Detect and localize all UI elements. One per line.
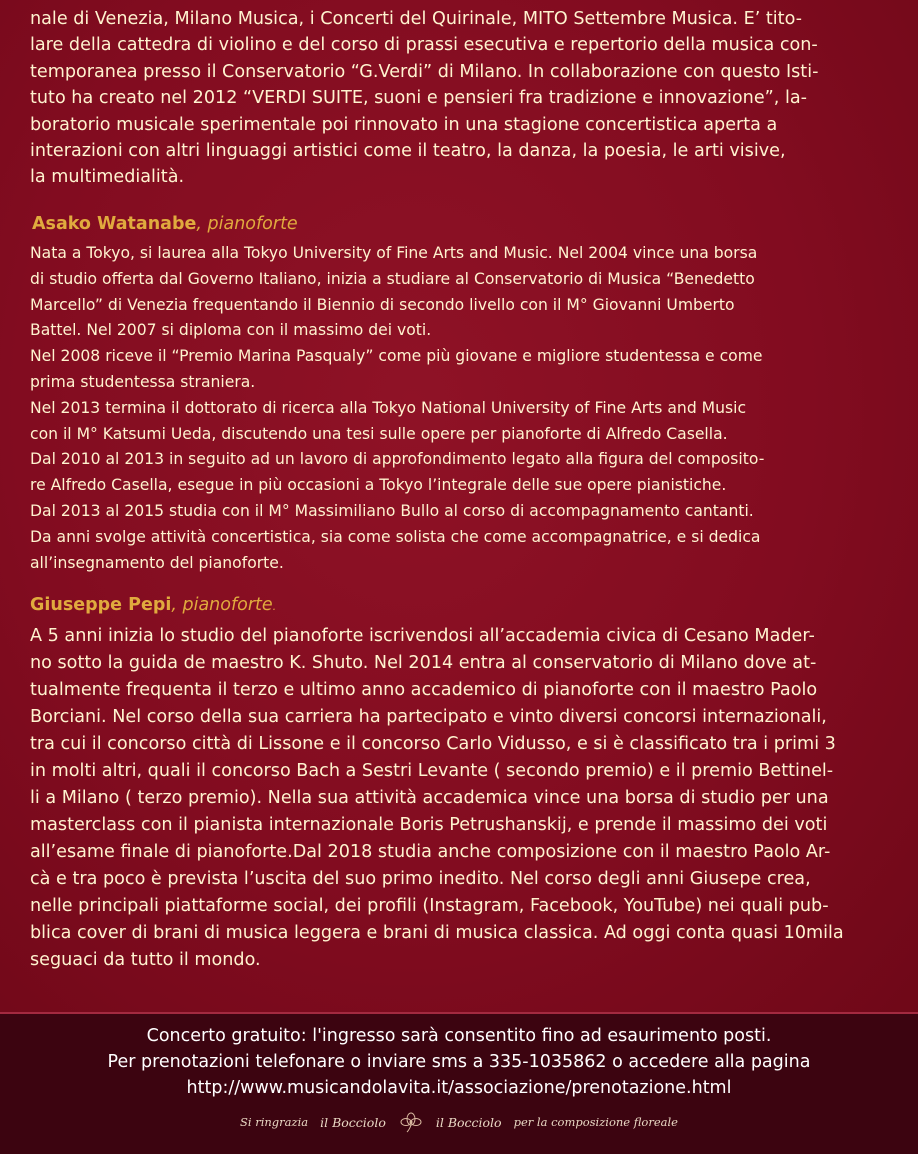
bio-paragraph-watanabe — [30, 241, 890, 576]
free-concert-notice: Concerto gratuito: l'ingresso sarà consentito fino ad esaurimento posti. — [146, 1026, 772, 1046]
text-line: Dal 2013 al 2015 studia con il M° Massimiliano Bullo al corso di accompagnamento cantanti. — [30, 501, 754, 520]
heading-dot: . — [272, 600, 277, 613]
text-line: tuto ha creato nel 2012 “VERDI SUITE, suoni e pensieri fra tradizione e innovazione”, la- — [30, 88, 807, 109]
text-line: all’insegnamento del pianoforte. — [30, 553, 284, 572]
text-line: li a Milano ( terzo premio). Nella sua attività accademica vince una borsa di studio per una — [30, 788, 829, 808]
text-line: all’esame finale di pianoforte.Dal 2018 studia anche composizione con il maestro Paolo Ar- — [30, 842, 831, 862]
text-line: Nel 2013 termina il dottorato di ricerca alla Tokyo National University of Fine Arts and Music — [30, 398, 747, 417]
performer-name: Asako Watanabe — [32, 214, 197, 234]
flower-logo-icon — [398, 1111, 424, 1133]
text-line: blica cover di brani di musica leggera e brani di musica classica. Ad oggi conta quasi 10mila — [30, 923, 844, 943]
sponsor-brand: il Bocciolo — [435, 1114, 502, 1130]
performer-instrument: , pianoforte — [196, 214, 298, 234]
text-line: Marcello” di Venezia frequentando il Biennio di secondo livello con il M° Giovanni Umberto — [30, 295, 735, 314]
booking-instructions: Per prenotazioni telefonare o inviare sms a 335-1035862 o accedere alla pagina — [107, 1052, 811, 1072]
text-line: Dal 2010 al 2013 in seguito ad un lavoro di approfondimento legato alla figura del composito- — [30, 450, 765, 469]
text-line: Borciani. Nel corso della sua carriera ha partecipato e vinto diversi concorsi internazionali, — [30, 707, 827, 727]
text-line: re Alfredo Casella, esegue in più occasioni a Tokyo l’integrale delle sue opere pianistiche. — [30, 476, 727, 495]
text-line: prima studentessa straniera. — [30, 372, 256, 391]
intro-paragraph — [30, 6, 905, 191]
text-line: nelle principali piattaforme social, dei profili (Instagram, Facebook, YouTube) nei quali pub- — [30, 896, 829, 916]
text-line: interazioni con altri linguaggi artistici come il teatro, la danza, la poesia, le arti visive, — [30, 141, 786, 162]
text-line: temporanea presso il Conservatorio “G.Verdi” di Milano. In collaborazione con questo Isti- — [30, 61, 819, 82]
footer-info-bar — [0, 1012, 918, 1154]
text-line: di studio offerta dal Governo Italiano, inizia a studiare al Conservatorio di Musica “Benedetto — [30, 269, 755, 288]
text-line: lare della cattedra di violino e del corso di prassi esecutiva e repertorio della musica con- — [30, 35, 818, 56]
text-line: in molti altri, quali il concorso Bach a Sestri Levante ( secondo premio) e il premio Bettinel- — [30, 761, 834, 781]
sponsor-brand: il Bocciolo — [320, 1114, 386, 1130]
text-line: nale di Venezia, Milano Musica, i Concerti del Quirinale, MITO Settembre Musica. E’ tito- — [30, 9, 803, 29]
bio-paragraph-pepi — [30, 623, 905, 974]
text-line: la multimedialità. — [30, 167, 185, 188]
bio-heading-pepi — [30, 595, 276, 615]
text-line: cà e tra poco è prevista l’uscita del suo primo inedito. Nel corso degli anni Giusepe crea, — [30, 869, 811, 889]
text-line: boratorio musicale sperimentale poi rinnovato in una stagione concertistica aperta a — [30, 114, 778, 135]
text-line: Nel 2008 riceve il “Premio Marina Pasqualy” come più giovane e migliore studentessa e come — [30, 347, 763, 366]
text-line: tualmente frequenta il terzo e ultimo anno accademico di pianoforte con il maestro Paolo — [30, 680, 818, 700]
text-line: seguaci da tutto il mondo. — [30, 950, 261, 970]
text-line: masterclass con il pianista internazionale Boris Petrushanskij, e prende il massimo dei voti — [30, 815, 828, 835]
text-line: Da anni svolge attività concertistica, sia come solista che come accompagnatrice, e si dedica — [30, 527, 761, 546]
sponsor-thanks — [0, 1111, 918, 1133]
text-line: Battel. Nel 2007 si diploma con il massimo dei voti. — [30, 321, 432, 340]
thanks-label: Si ringrazia — [240, 1115, 309, 1129]
performer-instrument: , pianoforte — [171, 595, 273, 615]
booking-url[interactable]: http://www.musicandolavita.it/associazione/prenotazione.html — [186, 1078, 732, 1098]
text-line: Nata a Tokyo, si laurea alla Tokyo University of Fine Arts and Music. Nel 2004 vince una borsa — [30, 244, 758, 262]
performer-name: Giuseppe Pepi — [30, 595, 172, 615]
thanks-tail: per la composizione floreale — [513, 1115, 678, 1129]
text-line: con il M° Katsumi Ueda, discutendo una tesi sulle opere per pianoforte di Alfredo Casella. — [30, 424, 728, 443]
text-line: A 5 anni inizia lo studio del pianoforte iscrivendosi all’accademia civica di Cesano Mader- — [30, 626, 815, 646]
bio-heading-watanabe — [32, 214, 298, 234]
text-line: tra cui il concorso città di Lissone e il concorso Carlo Vidusso, e si è classificato tra i primi 3 — [30, 734, 836, 754]
text-line: no sotto la guida de maestro K. Shuto. Nel 2014 entra al conservatorio di Milano dove at- — [30, 653, 817, 673]
